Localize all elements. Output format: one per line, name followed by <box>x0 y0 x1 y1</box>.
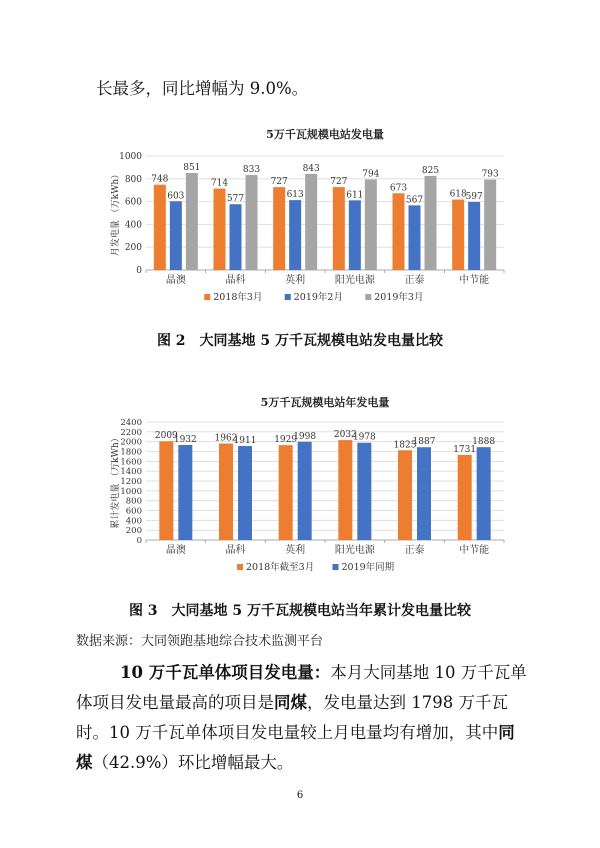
data-label: 748 <box>151 174 169 185</box>
legend-swatch <box>204 294 210 300</box>
y-tick-label: 200 <box>124 243 142 254</box>
paragraph-text: （42.9%）环比增幅最大。 <box>92 753 294 772</box>
x-tick-label: 英利 <box>285 545 306 556</box>
data-label: 727 <box>270 177 288 188</box>
data-label: 851 <box>183 162 201 173</box>
data-label: 1932 <box>173 435 197 446</box>
page-number: 6 <box>296 790 304 801</box>
y-tick-label: 1000 <box>120 486 142 497</box>
bar <box>357 443 371 540</box>
bar <box>365 179 377 270</box>
bar <box>289 200 301 270</box>
data-label: 843 <box>302 163 320 174</box>
bar <box>170 201 182 270</box>
y-tick-label: 1000 <box>119 152 142 162</box>
data-label: 833 <box>242 165 261 176</box>
source-note: 数据来源：大同领跑基地综合技术监测平台 <box>76 634 324 649</box>
data-label: 611 <box>346 190 364 201</box>
bar <box>417 447 431 540</box>
y-axis-title: 月发电量 （万kWh） <box>111 169 121 257</box>
x-tick-label: 晶澳 <box>165 275 186 286</box>
figure-3-caption: 图 3 大同基地 5 万千瓦规模电站当年累计发电量比较 <box>128 603 472 619</box>
data-label: 1911 <box>233 436 257 447</box>
y-axis-title: 累计发电量 （万kWh） <box>111 433 121 529</box>
paragraph-text: 时。10 万千瓦单体项目发电量较上月电量均有增加，其中 <box>76 723 499 742</box>
data-label: 727 <box>330 177 348 188</box>
data-label: 567 <box>405 195 424 206</box>
paragraph-line-3 <box>76 722 515 744</box>
y-tick-label: 800 <box>125 496 142 507</box>
top-line: 长最多，同比增幅为 9.0%。 <box>96 79 309 98</box>
y-tick-label: 400 <box>124 220 142 231</box>
bar <box>186 173 198 270</box>
chart-title: 5万千瓦规模电站年发电量 <box>260 396 390 409</box>
bar <box>349 200 361 270</box>
legend-label: 2019年3月 <box>374 292 424 303</box>
y-tick-label: 2200 <box>120 427 142 438</box>
bar <box>238 446 252 540</box>
x-tick-label: 阳光电源 <box>334 545 375 556</box>
bar <box>333 187 345 270</box>
legend-label: 2018年截至3月 <box>246 562 315 573</box>
bar <box>298 442 312 540</box>
legend-swatch <box>285 294 291 300</box>
project-name: 同 <box>498 723 515 742</box>
data-label: 613 <box>286 190 304 201</box>
bar <box>452 200 464 270</box>
y-tick-label: 200 <box>125 526 142 537</box>
bar <box>458 455 472 540</box>
data-label: 714 <box>210 178 229 189</box>
bar <box>246 175 258 270</box>
paragraph-text: 本月大同基地 10 万千瓦单 <box>330 663 527 682</box>
y-tick-label: 1600 <box>120 457 142 468</box>
legend-label: 2018年3月 <box>213 292 263 303</box>
data-label: 2032 <box>333 430 357 441</box>
data-label: 825 <box>421 165 440 176</box>
legend-label: 2019年同期 <box>341 562 395 573</box>
bar <box>154 185 166 270</box>
data-label: 618 <box>449 189 467 200</box>
legend-swatch <box>333 564 339 570</box>
y-tick-label: 800 <box>124 174 142 185</box>
data-label: 2009 <box>154 431 178 442</box>
x-tick-label: 晶科 <box>225 275 246 286</box>
bar <box>305 174 317 270</box>
data-label: 1978 <box>352 432 376 443</box>
data-label: 1888 <box>472 437 496 448</box>
bar <box>398 450 412 540</box>
x-tick-label: 晶澳 <box>165 545 186 556</box>
y-tick-label: 0 <box>136 536 142 546</box>
bar <box>159 441 173 540</box>
data-label: 1929 <box>274 435 298 446</box>
paragraph-heading: 10 万千瓦单体项目发电量： <box>120 663 331 682</box>
y-tick-label: 0 <box>136 266 142 276</box>
bar <box>219 444 233 540</box>
data-label: 1887 <box>412 437 436 448</box>
bar <box>468 202 480 270</box>
data-label: 577 <box>226 194 245 205</box>
data-label: 673 <box>389 183 408 194</box>
data-label: 597 <box>465 191 483 202</box>
data-label: 794 <box>362 169 380 180</box>
y-tick-label: 2000 <box>120 437 142 448</box>
paragraph-line-2 <box>76 692 508 714</box>
bar <box>409 205 421 270</box>
chart-monthly-generation <box>96 124 516 320</box>
bar <box>338 440 352 540</box>
legend-label: 2019年2月 <box>293 292 343 303</box>
bar <box>425 176 437 270</box>
paragraph-text: ，发电量达到 1798 万千瓦 <box>307 693 508 712</box>
legend-swatch <box>365 294 371 300</box>
bar <box>273 187 285 270</box>
legend-swatch <box>237 564 243 570</box>
y-tick-label: 400 <box>125 516 142 527</box>
y-tick-label: 1800 <box>120 447 142 458</box>
data-label: 1731 <box>453 444 477 455</box>
x-tick-label: 阳光电源 <box>334 275 375 286</box>
bar <box>484 180 496 270</box>
bar <box>279 445 293 540</box>
x-tick-label: 正泰 <box>404 545 425 556</box>
y-tick-label: 2400 <box>120 418 142 428</box>
y-tick-label: 1400 <box>120 467 142 478</box>
y-tick-label: 600 <box>125 506 142 517</box>
paragraph-text: 体项目发电量最高的项目是 <box>76 693 274 712</box>
data-label: 793 <box>481 169 499 180</box>
data-label: 1962 <box>214 433 238 444</box>
y-tick-label: 1200 <box>120 477 142 487</box>
bar <box>477 447 491 540</box>
paragraph-line-1 <box>120 662 527 684</box>
data-label: 1825 <box>393 440 417 451</box>
bar <box>393 193 405 270</box>
project-name: 同煤 <box>274 693 307 712</box>
x-tick-label: 正泰 <box>404 275 425 286</box>
chart-title: 5万千瓦规模电站发电量 <box>266 128 384 141</box>
x-tick-label: 中节能 <box>459 545 490 556</box>
figure-2-caption: 图 2 大同基地 5 万千瓦规模电站发电量比较 <box>156 333 444 349</box>
data-label: 1998 <box>293 431 317 442</box>
y-tick-label: 600 <box>124 197 142 208</box>
chart-cumulative-generation <box>96 392 516 588</box>
bar <box>178 445 192 540</box>
x-tick-label: 英利 <box>285 275 306 286</box>
x-tick-label: 中节能 <box>459 275 490 286</box>
bar <box>230 204 242 270</box>
project-name: 煤 <box>76 753 93 772</box>
data-label: 603 <box>167 191 185 202</box>
paragraph-line-4 <box>76 752 293 774</box>
bar <box>214 189 226 270</box>
x-tick-label: 晶科 <box>225 545 246 556</box>
